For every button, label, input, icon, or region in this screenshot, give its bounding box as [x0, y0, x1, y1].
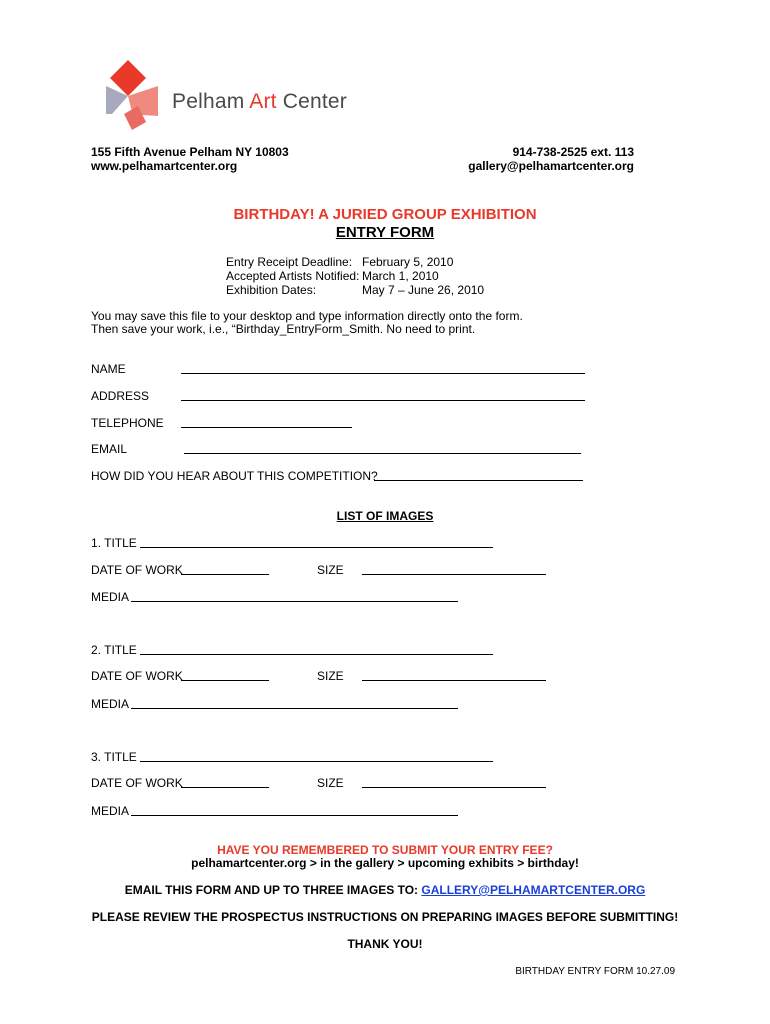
image-1-size-label: SIZE: [317, 563, 344, 577]
image-1-media-field[interactable]: [131, 601, 458, 602]
email-label: EMAIL: [91, 442, 128, 456]
image-3-media-label: MEDIA: [91, 804, 130, 818]
thank-you: THANK YOU!: [347, 937, 423, 951]
image-2-title-field[interactable]: [140, 654, 493, 655]
image-3-date-field[interactable]: [181, 787, 269, 788]
entry-fee-path: pelhamartcenter.org > in the gallery > upcoming exhibits > birthday!: [191, 856, 579, 870]
image-3-date-label: DATE OF WORK: [91, 776, 183, 790]
email-address[interactable]: gallery@pelhamartcenter.org: [468, 159, 634, 173]
form-id: BIRTHDAY ENTRY FORM 10.27.09: [515, 966, 675, 977]
entry-form-title: ENTRY FORM: [335, 224, 435, 241]
email-instruction: EMAIL THIS FORM AND UP TO THREE IMAGES TO: GALLERY@PELHAMARTCENTER.ORG: [124, 883, 646, 897]
image-1-size-field[interactable]: [362, 574, 546, 575]
image-3-title-field[interactable]: [140, 761, 493, 762]
telephone-label: TELEPHONE: [91, 416, 164, 430]
date-row: Accepted Artists Notified: March 1, 2010: [226, 269, 439, 283]
image-2-date-label: DATE OF WORK: [91, 669, 183, 683]
image-2-size-label: SIZE: [317, 669, 344, 683]
pelham-logo-icon: [104, 58, 164, 132]
image-1-title-label: 1. TITLE: [91, 536, 137, 550]
image-2-media-field[interactable]: [131, 708, 458, 709]
gallery-email-link[interactable]: GALLERY@PELHAMARTCENTER.ORG: [421, 883, 646, 897]
dates-table: [226, 255, 484, 297]
list-of-images-heading: LIST OF IMAGES: [336, 509, 434, 523]
instructions-line-2: Then save your work, i.e., “Birthday_EntryForm_Smith. No need to print.: [91, 322, 476, 336]
image-3-size-label: SIZE: [317, 776, 344, 790]
image-3-media-field[interactable]: [131, 815, 458, 816]
image-2-date-field[interactable]: [181, 680, 269, 681]
heard-field[interactable]: [374, 480, 583, 481]
address-label: ADDRESS: [91, 389, 150, 403]
heard-label: HOW DID YOU HEAR ABOUT THIS COMPETITION?: [91, 469, 378, 483]
entry-fee-reminder: HAVE YOU REMEMBERED TO SUBMIT YOUR ENTRY FEE?: [217, 843, 553, 857]
address-line: 155 Fifth Avenue Pelham NY 10803: [91, 145, 289, 159]
image-1-date-label: DATE OF WORK: [91, 563, 183, 577]
review-notice: PLEASE REVIEW THE PROSPECTUS INSTRUCTIONS ON PREPARING IMAGES BEFORE SUBMITTING!: [91, 910, 679, 924]
date-row: Entry Receipt Deadline: February 5, 2010: [226, 255, 454, 269]
logo-wordmark: Pelham Art Center: [172, 90, 347, 113]
image-1-date-field[interactable]: [181, 574, 269, 575]
date-row: Exhibition Dates: May 7 – June 26, 2010: [226, 283, 485, 297]
logo: [104, 58, 164, 132]
image-1-media-label: MEDIA: [91, 590, 130, 604]
telephone-field[interactable]: [181, 427, 352, 428]
image-1-title-field[interactable]: [140, 547, 493, 548]
email-field[interactable]: [184, 453, 581, 454]
image-2-size-field[interactable]: [362, 680, 546, 681]
name-field[interactable]: [181, 373, 585, 374]
address-field[interactable]: [181, 400, 585, 401]
image-2-title-label: 2. TITLE: [91, 643, 137, 657]
exhibition-title: BIRTHDAY! A JURIED GROUP EXHIBITION: [233, 206, 537, 223]
instructions-line-1: You may save this file to your desktop and type information directly onto the form.: [91, 309, 523, 323]
image-3-size-field[interactable]: [362, 787, 546, 788]
image-2-media-label: MEDIA: [91, 697, 130, 711]
image-3-title-label: 3. TITLE: [91, 750, 137, 764]
phone-number: 914-738-2525 ext. 113: [512, 145, 634, 159]
name-label: NAME: [91, 362, 126, 376]
website-link[interactable]: www.pelhamartcenter.org: [91, 159, 238, 173]
